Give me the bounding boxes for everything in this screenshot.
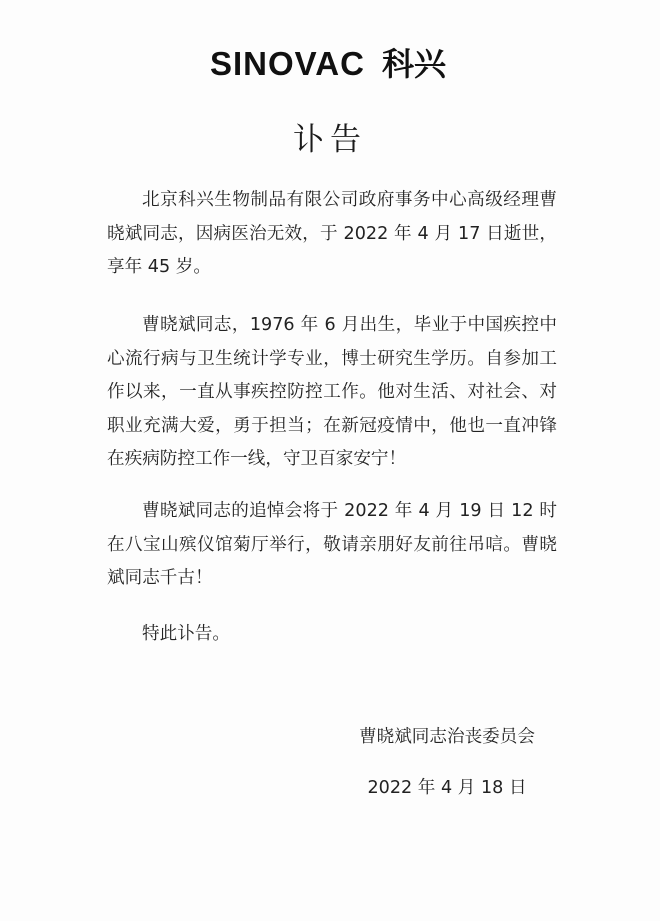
paragraph-memorial-service: 曹晓斌同志的追悼会将于 2022 年 4 月 19 日 12 时在八宝山殡仪馆菊厅举行，敬请亲朋好友前往吊唁。曹晓斌同志千古！ — [107, 501, 557, 588]
document-title: 讣告 — [293, 122, 367, 158]
logo-chinese-text: 科兴 — [382, 45, 447, 83]
signature-committee: 曹晓斌同志治丧委员会 — [359, 727, 535, 747]
paragraph-closing: 特此讣告。 — [142, 624, 230, 644]
paragraph-biography: 曹晓斌同志，1976 年 6 月出生，毕业于中国疾控中心流行病与卫生统计学专业，博士研究生学历。自参加工作以来，一直从事疾控防控工作。他对生活、对社会、对职业充满大爱，勇于担当；在新冠疫情中，他也一直冲锋在疾病防控工作一线，守卫百家安宁！ — [107, 315, 557, 469]
logo-latin-text: SINOVAC — [210, 45, 365, 82]
sinovac-logo — [210, 44, 450, 84]
signature-date: 2022 年 4 月 18 日 — [367, 778, 527, 798]
paragraph-announcement: 北京科兴生物制品有限公司政府事务中心高级经理曹晓斌同志，因病医治无效，于 2022 年 4 月 17 日逝世，享年 45 岁。 — [107, 190, 557, 277]
